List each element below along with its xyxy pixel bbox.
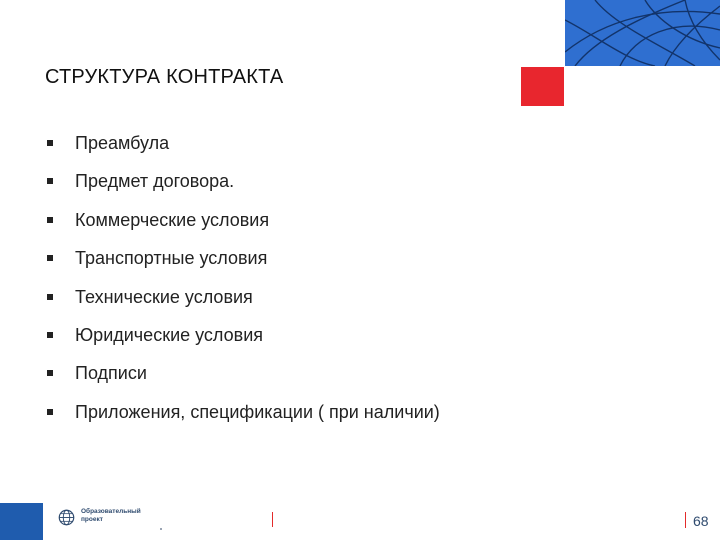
footer-logo [58, 508, 141, 526]
bullet-square-icon [47, 409, 53, 415]
list-item [47, 402, 440, 440]
list-item [47, 248, 440, 286]
decorative-red-square [521, 67, 564, 106]
bullet-square-icon [47, 140, 53, 146]
list-item [47, 210, 440, 248]
slide-title: СТРУКТУРА КОНТРАКТА [45, 66, 284, 88]
bullet-square-icon [47, 332, 53, 338]
bullet-square-icon [47, 370, 53, 376]
bullet-square-icon [47, 294, 53, 300]
list-item-text: Юридические условия [75, 324, 264, 345]
page-number: 68 [693, 513, 709, 529]
bullet-square-icon [47, 255, 53, 261]
decorative-blue-pattern-graphic [565, 0, 720, 66]
list-item-text: Приложения, спецификации ( при наличии) [75, 401, 440, 422]
bullet-square-icon [47, 217, 53, 223]
footer-logo-line2: проект [81, 516, 103, 523]
list-item [47, 363, 440, 401]
footer-blue-block [0, 503, 43, 540]
list-item-text: Транспортные условия [75, 248, 268, 269]
list-item [47, 287, 440, 325]
list-item-text: Коммерческие условия [75, 209, 270, 230]
bullet-square-icon [47, 178, 53, 184]
footer-logo-line1: Образовательный [81, 508, 141, 515]
list-item-text: Предмет договора. [75, 171, 235, 192]
list-item [47, 171, 440, 209]
footer-logo-text [81, 508, 141, 524]
globe-icon [58, 509, 75, 526]
footer-divider [685, 512, 686, 528]
list-item [47, 133, 440, 171]
decorative-blue-pattern [565, 0, 720, 66]
footer-dot [160, 528, 162, 530]
list-item [47, 325, 440, 363]
bullet-list [47, 133, 440, 440]
footer-divider [272, 512, 273, 527]
list-item-text: Технические условия [75, 286, 253, 307]
list-item-text: Подписи [75, 363, 147, 384]
list-item-text: Преамбула [75, 133, 170, 153]
